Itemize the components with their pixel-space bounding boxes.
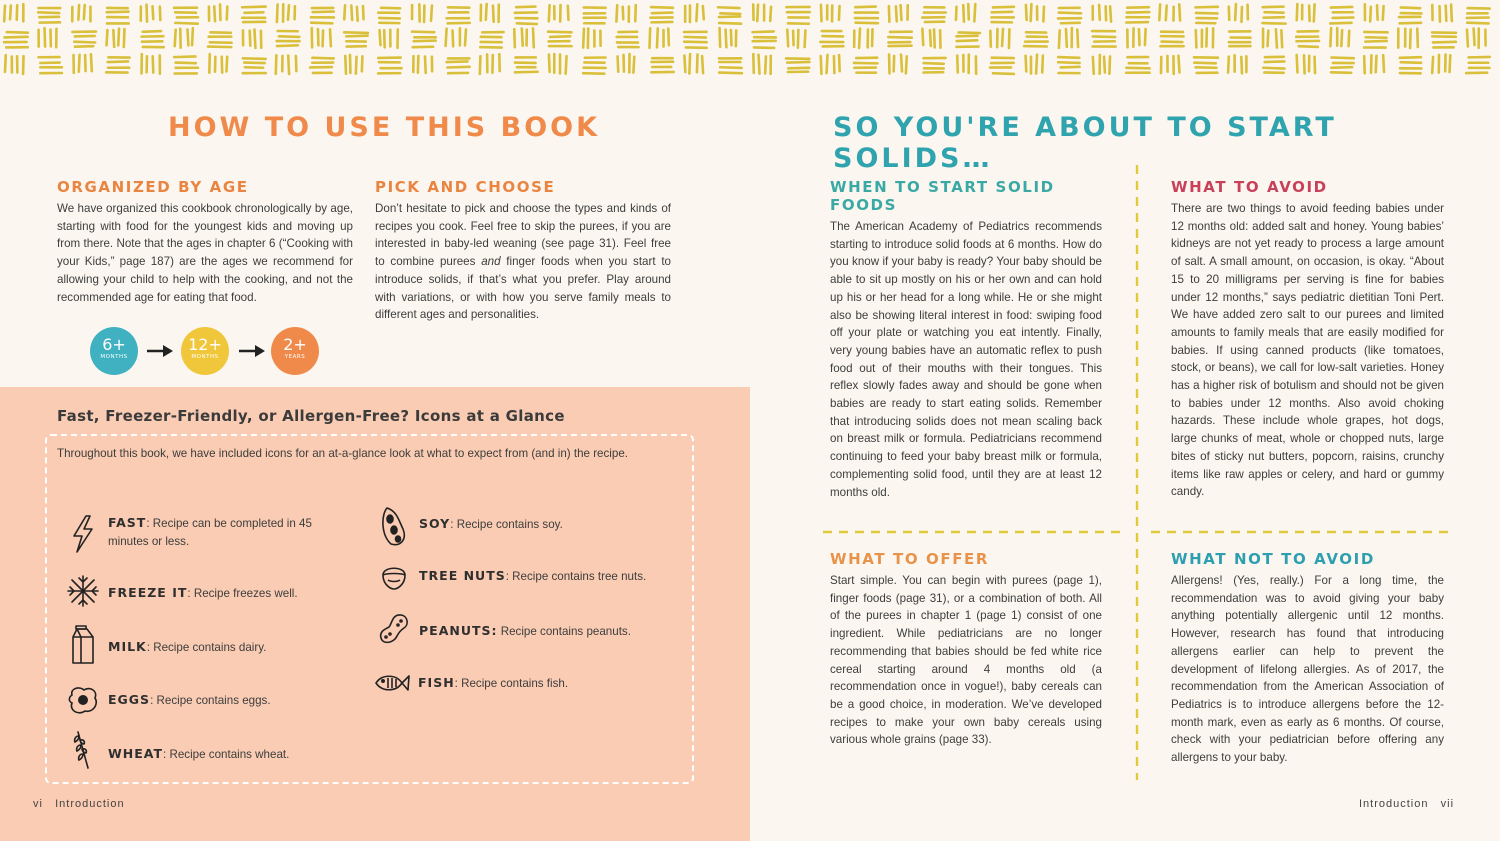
icon-legend-milk: MILK: Recipe contains dairy. bbox=[66, 625, 326, 665]
left-folio: vi Introduction bbox=[33, 798, 125, 810]
egg-icon bbox=[66, 685, 100, 717]
what-to-offer-heading: WHAT TO OFFER bbox=[830, 550, 990, 568]
icon-legend-fish: FISH: Recipe contains fish. bbox=[374, 670, 674, 696]
icon-legend-tree-nuts: TREE NUTS: Recipe contains tree nuts. bbox=[377, 561, 677, 591]
lightning-icon bbox=[66, 514, 100, 554]
what-to-offer-section bbox=[830, 550, 1102, 749]
what-not-to-avoid-body: Allergens! (Yes, really.) For a long time, the recommendation was to avoid giving your baby anything potentially allergenic until 12 months. However, research has found that introducing allergens earlier can help to prevent the development of lifelong allergies. As of 2017, the recommendation from the American Association of Pediatrics is to introduce allergens before the 12-month mark, even as early as 6 months. Of course, check with your pediatrician before offering any allergens to your baby. bbox=[1171, 574, 1444, 765]
icons-panel-intro: Throughout this book, we have included icons for an at-a-glance look at what to expect from (and in) the recipe. bbox=[57, 447, 628, 460]
pick-and-choose-body: Don’t hesitate to pick and choose the types and kinds of recipes you cook. Feel free to skip the purees, if you are interested in baby-led weaning (see page 31). Feel free to combine purees and finger foods when you start to introduce solids, if that’s what you prefer. Play around with variations, or with how you serve family meals to different ages and personalities. bbox=[375, 202, 671, 322]
snowflake-icon bbox=[66, 574, 100, 608]
icon-legend-freeze-it: FREEZE IT: Recipe freezes well. bbox=[66, 574, 326, 608]
icon-legend-wheat: WHEAT: Recipe contains wheat. bbox=[66, 728, 326, 770]
wheat-icon bbox=[66, 728, 100, 770]
when-to-start-heading: WHEN TO START SOLID FOODS bbox=[830, 178, 1055, 214]
age-badge-6-months: 6+ MONTHS bbox=[90, 327, 138, 375]
what-not-to-avoid-section bbox=[1171, 550, 1444, 767]
tree-nut-icon bbox=[377, 561, 411, 591]
icon-legend-fast: FAST: Recipe can be completed in 45 minutes or less. bbox=[66, 514, 326, 554]
icon-legend-eggs: EGGS: Recipe contains eggs. bbox=[66, 685, 326, 717]
left-page-title: HOW TO USE THIS BOOK bbox=[168, 112, 601, 143]
soybean-icon bbox=[377, 505, 411, 547]
milk-carton-icon bbox=[66, 625, 100, 665]
age-badge-2-years: 2+ YEARS bbox=[271, 327, 319, 375]
what-to-avoid-section bbox=[1171, 178, 1444, 501]
icon-legend-peanuts: PEANUTS: Recipe contains peanuts. bbox=[377, 612, 677, 646]
what-to-avoid-body: There are two things to avoid feeding babies under 12 months old: added salt and honey. Young babies’ kidneys are not yet ready to process a large amount of salt. A small amount, on occasion, is okay. “About 15 to 20 milligrams per serving is fine for babies under 12 months,” says pediatric dietitian Toni Pert. We have added zero salt to our purees and limited amounts to family meals that are easily modified for babies. If using canned products (like tomatoes, stock, or beans), we call for low-salt varieties. Honey has a higher risk of botulism and should not be given to babies under 12 months. Also avoid choking hazards. These include whole grapes, hot dogs, large chunks of meat, whole or chopped nuts, large bites of sticky nut butters, popcorn, raisins, crunchy items like raw apples or celery, and hard or gummy candy. bbox=[1171, 202, 1444, 499]
age-progression bbox=[90, 327, 330, 375]
peanut-icon bbox=[377, 612, 411, 646]
pick-and-choose-section bbox=[375, 178, 671, 324]
organized-by-age-body: We have organized this cookbook chronologically by age, starting with food for the youngest kids and moving up from there. Note that the ages in chapter 6 (“Cooking with your Kids,” page 187) are the ages we recommend for allowing your child to help with the cooking, and not the recommended age for eating that food. bbox=[57, 202, 353, 304]
right-page-title: SO YOU'RE ABOUT TO START SOLIDS… bbox=[833, 112, 1337, 174]
age-badge-12-months: 12+ MONTHS bbox=[181, 327, 229, 375]
what-not-to-avoid-heading: WHAT NOT TO AVOID bbox=[1171, 550, 1375, 568]
fish-icon bbox=[374, 670, 411, 696]
what-to-avoid-heading: WHAT TO AVOID bbox=[1171, 178, 1328, 196]
hatched-border-pattern bbox=[0, 0, 1500, 80]
arrow-right-icon bbox=[239, 345, 265, 357]
when-to-start-section bbox=[830, 178, 1102, 501]
organized-by-age-heading: ORGANIZED BY AGE bbox=[57, 178, 249, 196]
arrow-right-icon bbox=[147, 345, 173, 357]
when-to-start-body: The American Academy of Pediatrics recommends starting to introduce solid foods at 6 months. How do you know if your baby is ready? Your baby should be able to sit up mostly on his or her own and can hold up his or her head for a long while. He or she might also be showing literal interest in food: swiping food off your plate or watching you eat intently. Finally, very young babies have an automatic reflex to push food out of their mouths with their tongues. This reflex slowly fades away and should be gone when babies are ready to start eating solids. Remember that introducing solids does not mean scaling back on breast milk or formula. Pediatricians recommend continuing to feed your baby breast milk or formula, complementing solid food, until they are at least 12 months old. bbox=[830, 220, 1102, 499]
pick-and-choose-heading: PICK AND CHOOSE bbox=[375, 178, 556, 196]
right-folio: Introduction vii bbox=[1359, 798, 1455, 810]
organized-by-age-section bbox=[57, 178, 353, 306]
icons-panel-title: Fast, Freezer-Friendly, or Allergen-Free? Icons at a Glance bbox=[57, 407, 565, 425]
what-to-offer-body: Start simple. You can begin with purees (page 1), finger foods (page 31), or a combination of both. All of the purees in chapter 1 (page 1) consist of one ingredient. While pediatricians are no longer recommending that babies should be fed white rice cereal starting around 4 months old (a recommendation once in vogue!), baby cereals can be a good choice, in moderation. We’ve developed recipes to make your own baby cereals using various whole grains (page 33). bbox=[830, 574, 1102, 747]
icon-legend-soy: SOY: Recipe contains soy. bbox=[377, 505, 677, 547]
